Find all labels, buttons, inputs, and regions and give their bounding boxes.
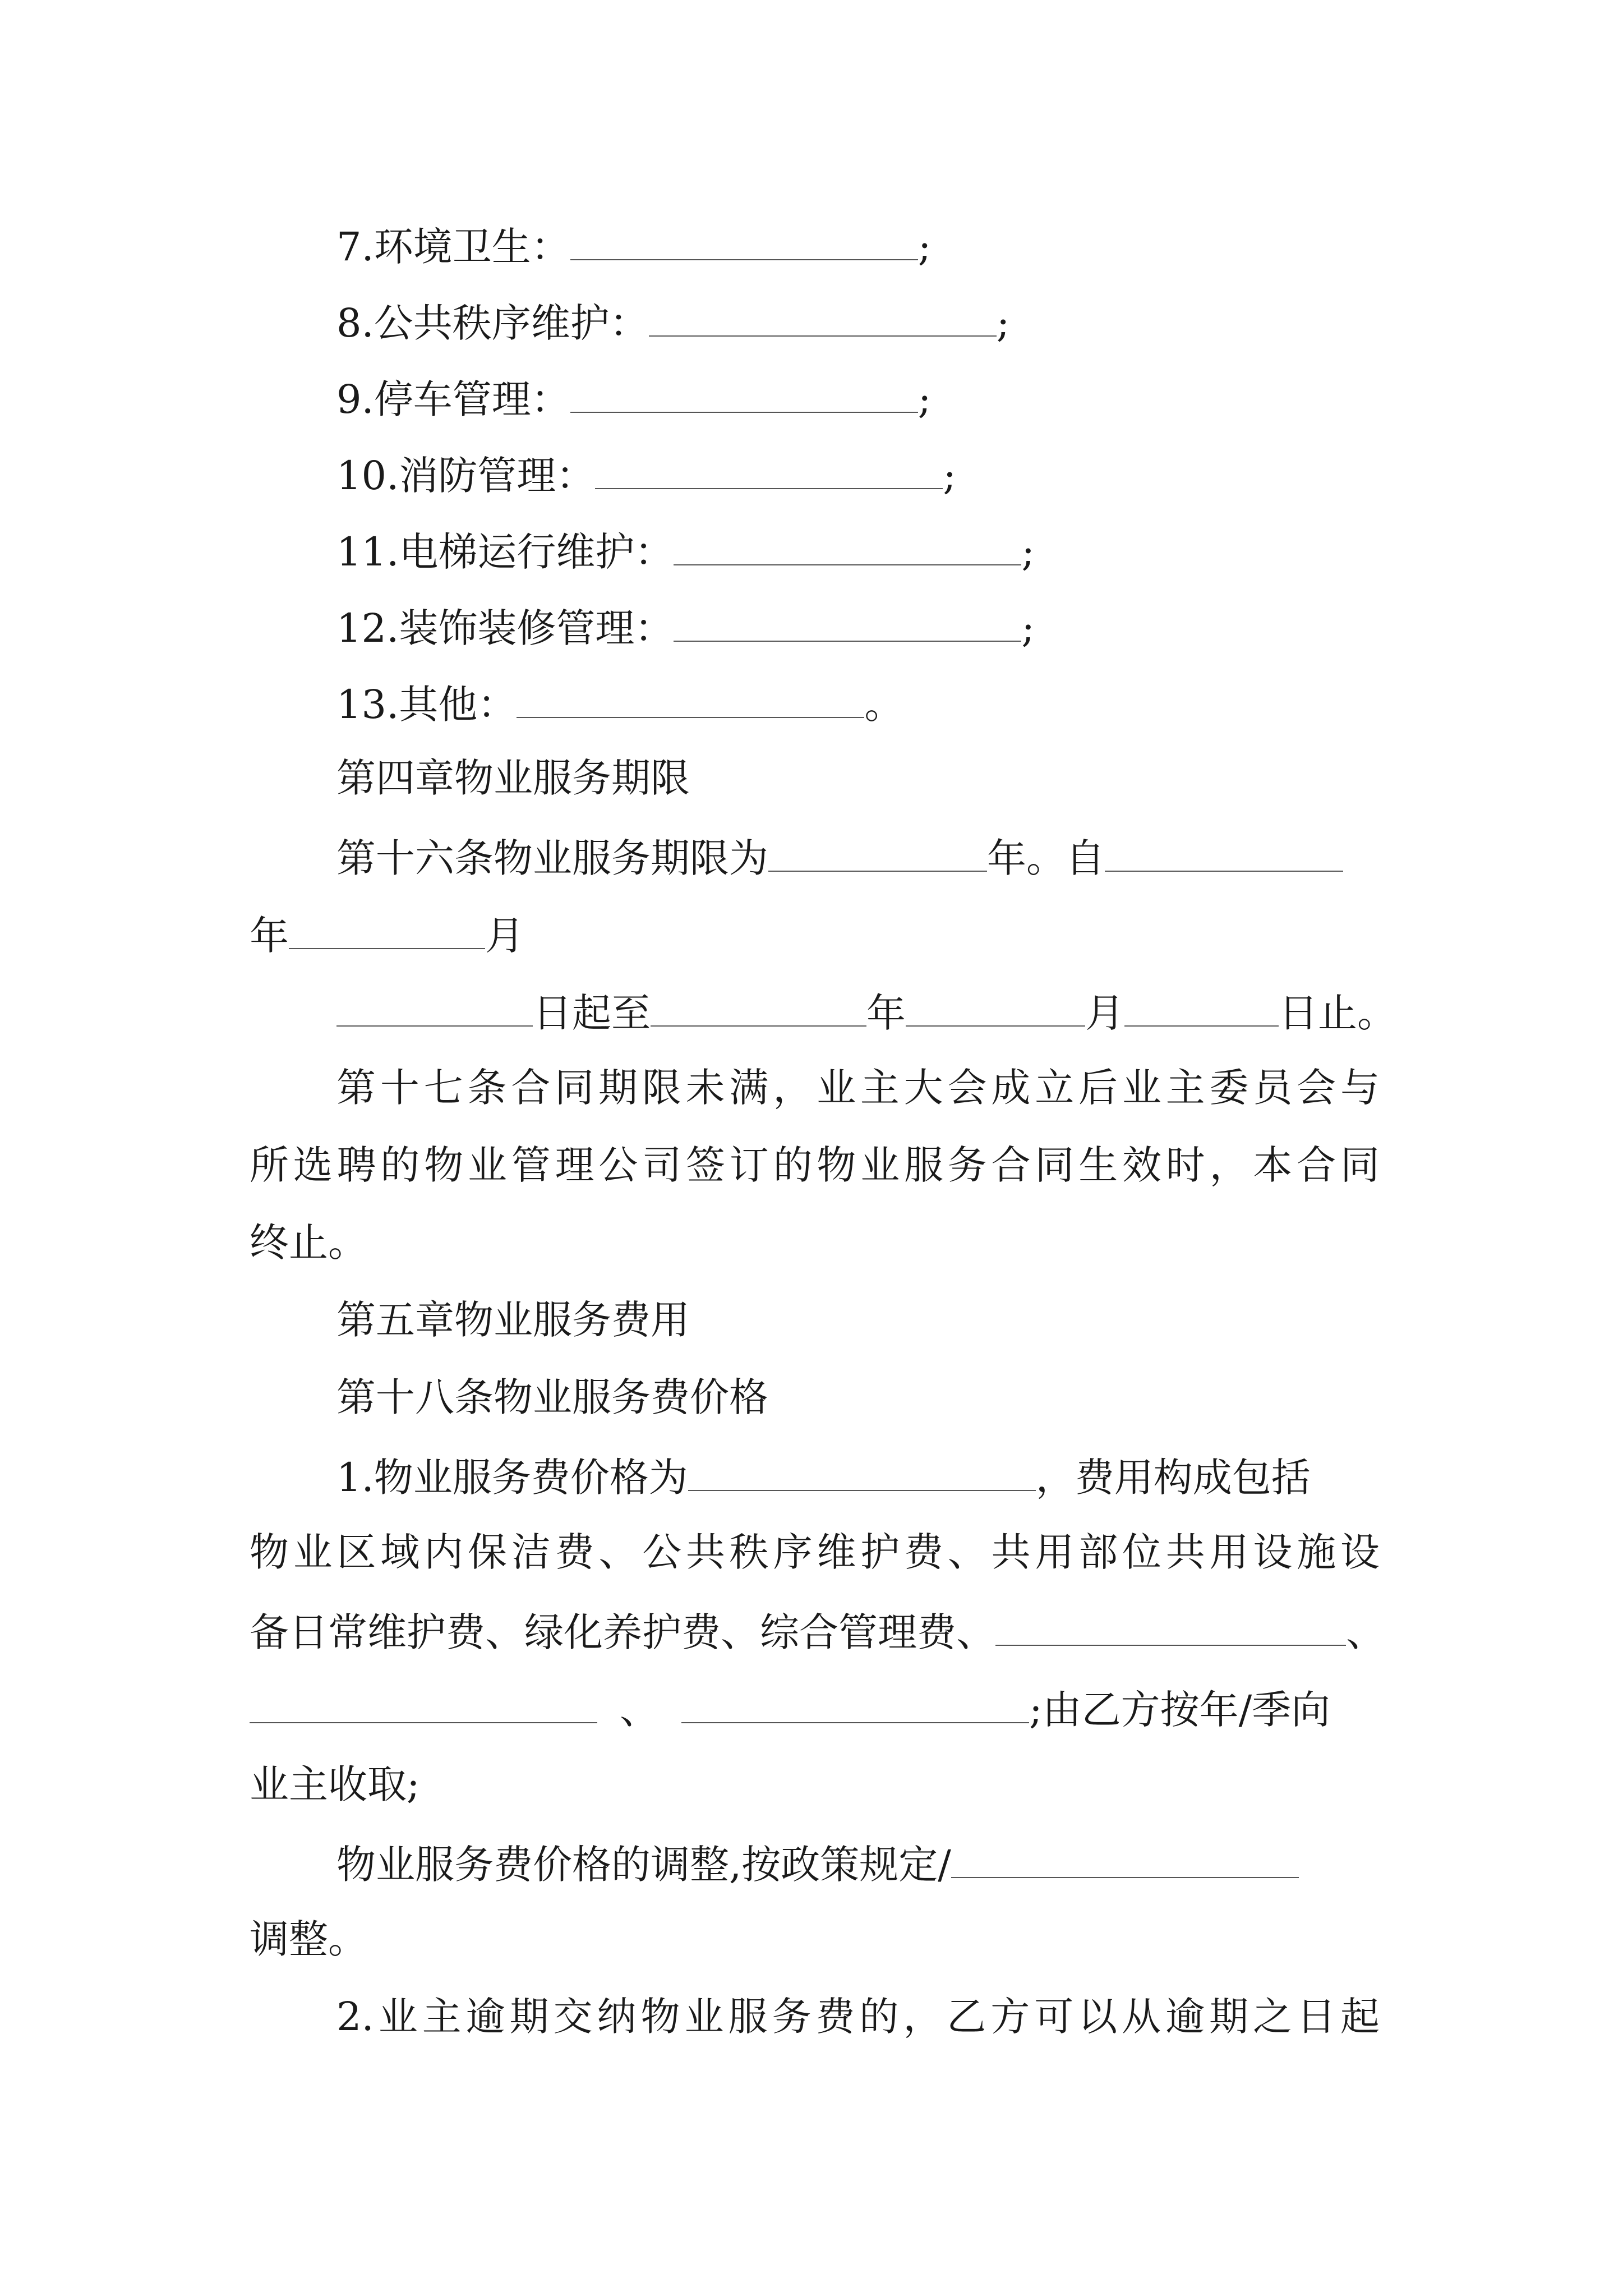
chapter-heading: 第四章物业服务期限 (336, 755, 690, 801)
blank-field[interactable] (570, 224, 918, 260)
fee-adjustment: 物业服务费价格的调整,按政策规定/ (336, 1842, 1299, 1887)
blank-field[interactable] (674, 530, 1021, 565)
blank-field[interactable] (570, 377, 918, 413)
blank-field[interactable] (906, 991, 1085, 1027)
fee-clause-line-3: 备日常维护费、绿化养护费、综合管理费、 、 (250, 1609, 1385, 1655)
item-label: 9.停车管理： (336, 376, 570, 422)
article-18-heading: 第十八条物业服务费价格 (336, 1374, 768, 1420)
blank-field[interactable] (995, 1610, 1346, 1646)
article-17-line-1: 第十七条合同期限未满，业主大会成立后业主委员会与 (336, 1065, 1380, 1111)
list-item-parking: 9.停车管理： ; (336, 376, 932, 422)
article-16-dates: 日起至 年 月 日止。 (336, 991, 1396, 1036)
blank-field[interactable] (651, 991, 866, 1027)
blank-field[interactable] (250, 1687, 597, 1723)
blank-field[interactable] (674, 606, 1021, 642)
late-payment-clause: 2.业主逾期交纳物业服务费的，乙方可以从逾期之日起 (336, 1994, 1380, 2040)
item-label: 13.其他： (336, 682, 517, 728)
blank-field[interactable] (951, 1842, 1299, 1878)
chapter-heading: 第五章物业服务费用 (336, 1297, 690, 1343)
list-item-public-order: 8.公共秩序维护： ; (336, 300, 1010, 346)
blank-field[interactable] (1124, 991, 1279, 1027)
article-16-cont: 年 月 (250, 913, 524, 959)
blank-field[interactable] (688, 1455, 1036, 1491)
list-item-fire: 10.消防管理： ; (336, 453, 956, 499)
blank-field[interactable] (336, 991, 533, 1027)
blank-field[interactable] (595, 453, 943, 489)
blank-field[interactable] (681, 1687, 1029, 1723)
blank-field[interactable] (289, 913, 485, 949)
fee-adjustment-cont: 调整。 (250, 1916, 367, 1962)
fee-clause-line-5: 业主收取; (250, 1761, 420, 1807)
article-17-line-3: 终止。 (250, 1220, 367, 1266)
blank-field[interactable] (649, 301, 997, 337)
article-17-line-2: 所选聘的物业管理公司签订的物业服务合同生效时，本合同 (250, 1142, 1380, 1188)
fee-clause-line-4: 、 ;由乙方按年/季向 (250, 1687, 1330, 1732)
list-item-elevator: 11.电梯运行维护： ; (336, 529, 1035, 575)
blank-field[interactable] (768, 836, 987, 872)
item-label: 11.电梯运行维护： (336, 529, 674, 575)
item-label: 7.环境卫生： (336, 224, 570, 270)
blank-field[interactable] (517, 682, 864, 718)
item-label: 8.公共秩序维护： (336, 300, 649, 346)
item-label: 12.装饰装修管理： (336, 605, 674, 651)
fee-clause-1: 1.物业服务费价格为 ，费用构成包括 (336, 1455, 1311, 1501)
fee-clause-line-2: 物业区域内保洁费、公共秩序维护费、共用部位共用设施设 (250, 1529, 1380, 1575)
article-16: 第十六条物业服务期限为 年。自 (336, 836, 1343, 881)
list-item-decoration: 12.装饰装修管理： ; (336, 605, 1035, 651)
blank-field[interactable] (1105, 836, 1343, 872)
item-label: 10.消防管理： (336, 453, 596, 499)
list-item-other: 13.其他： 。 (336, 682, 904, 728)
list-item-sanitation: 7.环境卫生： ; (336, 224, 932, 270)
